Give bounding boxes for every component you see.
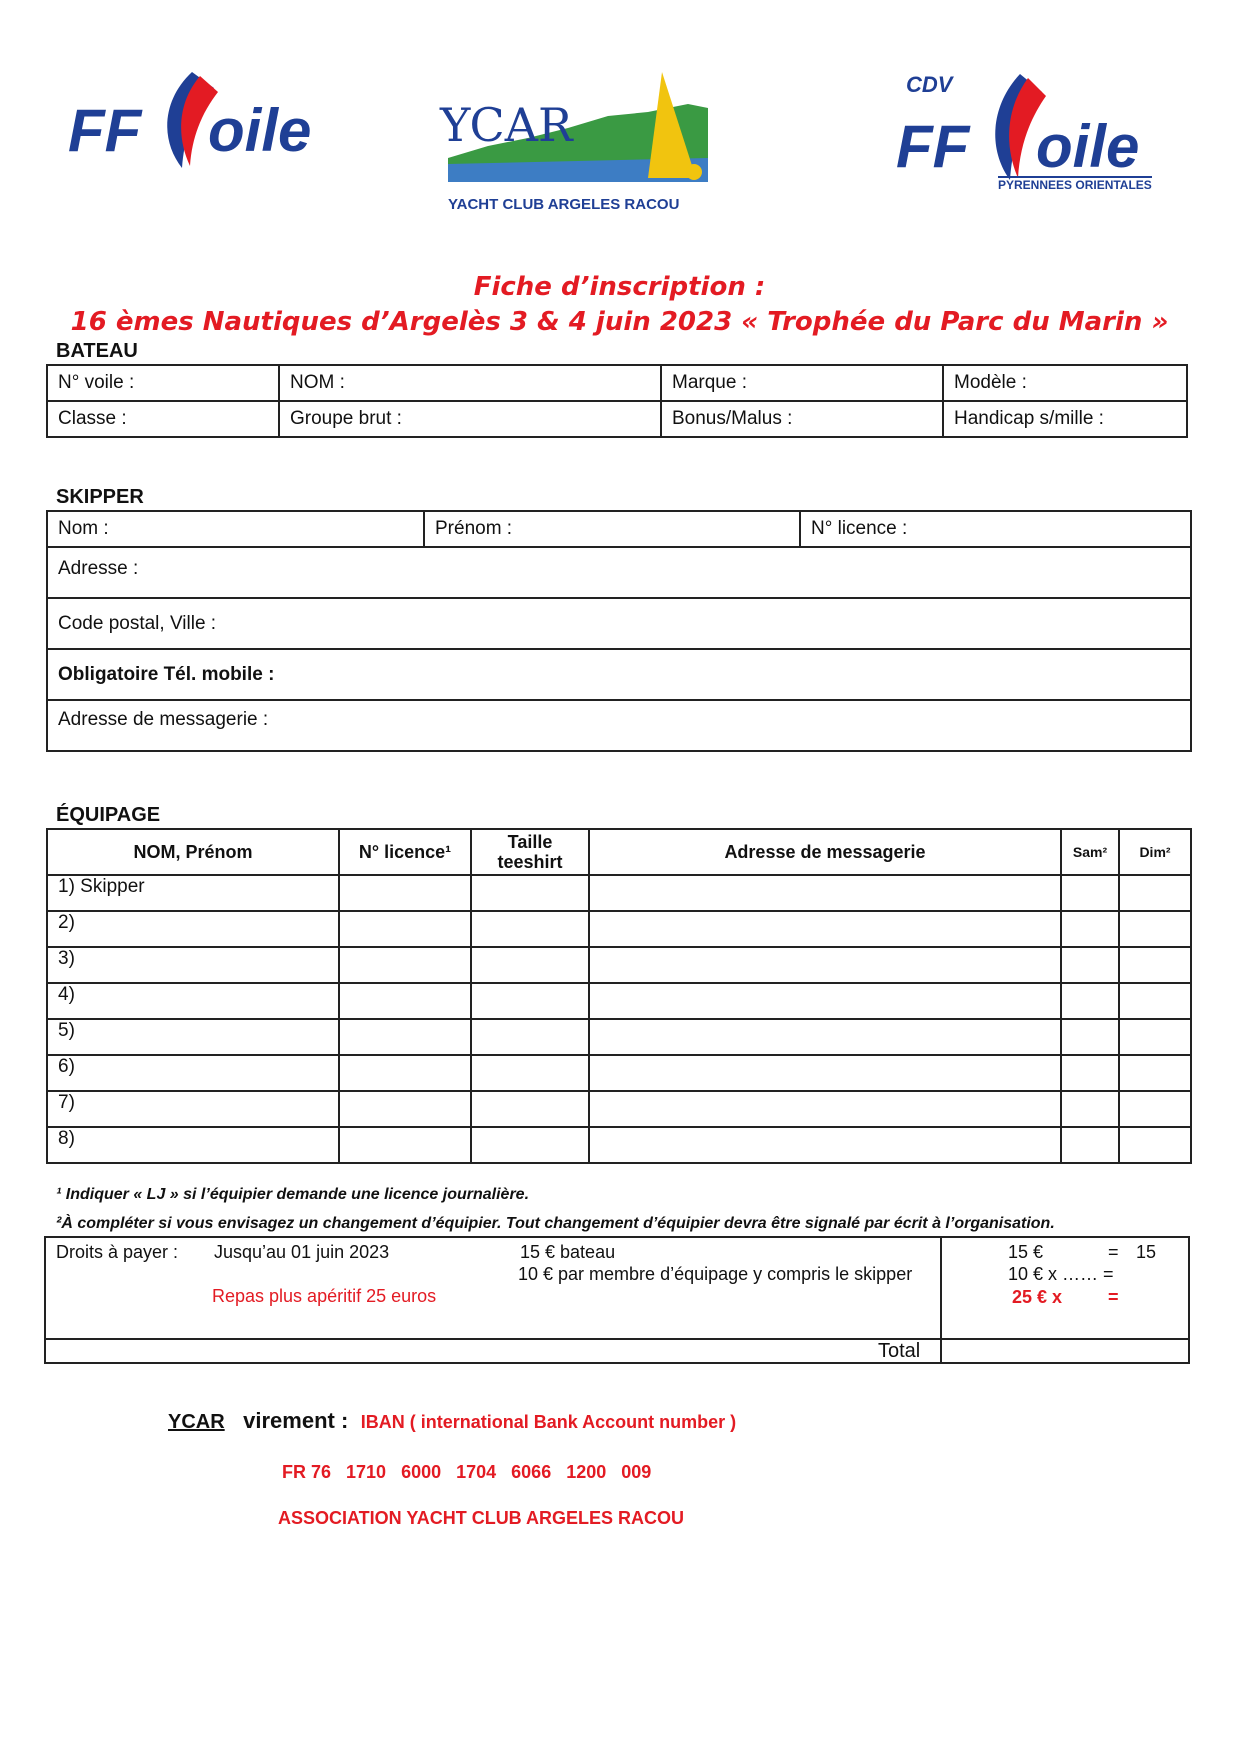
droits-repas: Repas plus apéritif 25 euros (212, 1286, 437, 1306)
crew-name-cell[interactable]: 4) (47, 983, 339, 1019)
footnote-2: ²À compléter si vous envisagez un changement d’équipier. Tout changement d’équipier devra être signalé par écrit à l’organisation. (56, 1215, 1055, 1232)
droits-total-label: Total (878, 1340, 921, 1362)
crew-licence-cell[interactable] (339, 947, 471, 983)
cdv-logo-text: oile (1036, 113, 1140, 180)
crew-name-cell[interactable]: 1) Skipper (47, 875, 339, 911)
crew-licence-cell[interactable] (339, 983, 471, 1019)
crew-email-cell[interactable] (589, 1091, 1061, 1127)
crew-email-cell[interactable] (589, 983, 1061, 1019)
crew-email-cell[interactable] (589, 947, 1061, 983)
crew-dim-cell[interactable] (1119, 911, 1191, 947)
crew-sam-cell[interactable] (1061, 1127, 1119, 1163)
payment-line (168, 1408, 736, 1434)
table-row (47, 875, 1191, 911)
voile-field[interactable]: N° voile : (47, 365, 279, 401)
crew-teeshirt-cell[interactable] (471, 947, 589, 983)
crew-licence-cell[interactable] (339, 1127, 471, 1163)
crew-teeshirt-cell[interactable] (471, 875, 589, 911)
col-nom-prenom: NOM, Prénom (47, 829, 339, 875)
bateau-table (46, 364, 1188, 438)
droits-eq1: = (1108, 1242, 1119, 1262)
skipper-code-postal-field[interactable]: Code postal, Ville : (47, 598, 1191, 649)
droits-date: Jusqu’au 01 juin 2023 (214, 1242, 390, 1262)
table-row (47, 1091, 1191, 1127)
skipper-messagerie-field[interactable]: Adresse de messagerie : (47, 700, 1191, 751)
ffvoile-logo-ff: FF (68, 97, 142, 164)
crew-dim-cell[interactable] (1119, 1091, 1191, 1127)
cdv-logo-subtitle: PYRENNEES ORIENTALES (998, 178, 1152, 192)
crew-sam-cell[interactable] (1061, 983, 1119, 1019)
crew-dim-cell[interactable] (1119, 1019, 1191, 1055)
crew-sam-cell[interactable] (1061, 947, 1119, 983)
section-bateau-heading: BATEAU (56, 340, 138, 362)
crew-teeshirt-cell[interactable] (471, 1091, 589, 1127)
bonus-malus-field[interactable]: Bonus/Malus : (661, 401, 943, 437)
crew-sam-cell[interactable] (1061, 1091, 1119, 1127)
crew-licence-cell[interactable] (339, 875, 471, 911)
crew-name-cell[interactable]: 7) (47, 1091, 339, 1127)
crew-name-cell[interactable]: 3) (47, 947, 339, 983)
payment-ycar: YCAR (168, 1411, 225, 1433)
classe-field[interactable]: Classe : (47, 401, 279, 437)
crew-teeshirt-cell[interactable] (471, 1055, 589, 1091)
crew-dim-cell[interactable] (1119, 1055, 1191, 1091)
droits-bateau: 15 € bateau (520, 1242, 616, 1262)
droits-label: Droits à payer : (56, 1242, 179, 1262)
form-title: Fiche d’inscription : (473, 272, 766, 302)
col-sam: Sam² (1061, 829, 1119, 875)
crew-name-cell[interactable]: 5) (47, 1019, 339, 1055)
groupe-brut-field[interactable]: Groupe brut : (279, 401, 661, 437)
col-messagerie: Adresse de messagerie (589, 829, 1061, 875)
section-skipper-heading: SKIPPER (56, 486, 144, 508)
footnote-1: ¹ Indiquer « LJ » si l’équipier demande une licence journalière. (56, 1186, 530, 1203)
ycar-logo-subtitle: YACHT CLUB ARGELES RACOU (448, 196, 680, 213)
crew-email-cell[interactable] (589, 1019, 1061, 1055)
modele-field[interactable]: Modèle : (943, 365, 1187, 401)
nom-bateau-field[interactable]: NOM : (279, 365, 661, 401)
crew-dim-cell[interactable] (1119, 1127, 1191, 1163)
crew-sam-cell[interactable] (1061, 911, 1119, 947)
droits-calc2[interactable]: 10 € x …… = (1008, 1264, 1114, 1284)
crew-licence-cell[interactable] (339, 911, 471, 947)
ycar-logo (440, 68, 730, 218)
crew-email-cell[interactable] (589, 1055, 1061, 1091)
crew-teeshirt-cell[interactable] (471, 1127, 589, 1163)
crew-dim-cell[interactable] (1119, 947, 1191, 983)
col-licence: N° licence¹ (339, 829, 471, 875)
droits-box (44, 1236, 1190, 1364)
col-dim: Dim² (1119, 829, 1191, 875)
table-row (47, 1055, 1191, 1091)
crew-name-cell[interactable]: 6) (47, 1055, 339, 1091)
form-subtitle: 16 èmes Nautiques d’Argelès 3 & 4 juin 2023 « Trophée du Parc du Marin » (70, 307, 1169, 337)
marque-field[interactable]: Marque : (661, 365, 943, 401)
skipper-table (46, 510, 1192, 752)
cdv-logo-ff: FF (896, 113, 970, 180)
crew-email-cell[interactable] (589, 1127, 1061, 1163)
droits-membre: 10 € par membre d’équipage y compris le skipper (518, 1264, 913, 1284)
crew-dim-cell[interactable] (1119, 875, 1191, 911)
skipper-tel-field[interactable]: Obligatoire Tél. mobile : (47, 649, 1191, 700)
equipage-table (46, 828, 1192, 1164)
table-row (47, 947, 1191, 983)
droits-calc3[interactable]: 25 € x (1012, 1287, 1063, 1307)
crew-sam-cell[interactable] (1061, 875, 1119, 911)
section-equipage-heading: ÉQUIPAGE (56, 804, 161, 826)
crew-email-cell[interactable] (589, 911, 1061, 947)
ycar-logo-name: YCAR (440, 98, 573, 152)
handicap-field[interactable]: Handicap s/mille : (943, 401, 1187, 437)
table-row (47, 983, 1191, 1019)
crew-email-cell[interactable] (589, 875, 1061, 911)
payment-iban-label: IBAN ( international Bank Account number ) (360, 1412, 737, 1432)
skipper-prenom-field[interactable]: Prénom : (424, 511, 800, 547)
table-row (47, 911, 1191, 947)
skipper-nom-field[interactable]: Nom : (47, 511, 424, 547)
cdv-ffvoile-logo (896, 72, 1176, 202)
crew-sam-cell[interactable] (1061, 1055, 1119, 1091)
crew-name-cell[interactable]: 8) (47, 1127, 339, 1163)
cdv-label: CDV (906, 72, 953, 97)
droits-eq3: = (1108, 1287, 1119, 1307)
droits-res1: 15 (1136, 1242, 1157, 1262)
crew-licence-cell[interactable] (339, 1055, 471, 1091)
crew-licence-cell[interactable] (339, 1091, 471, 1127)
payment-virement: virement : (243, 1408, 349, 1433)
crew-teeshirt-cell[interactable] (471, 1019, 589, 1055)
ffvoile-logo (68, 70, 312, 180)
crew-licence-cell[interactable] (339, 1019, 471, 1055)
crew-teeshirt-cell[interactable] (471, 983, 589, 1019)
col-teeshirt: Taille teeshirt (471, 829, 589, 875)
crew-sam-cell[interactable] (1061, 1019, 1119, 1055)
total-amount-field[interactable] (942, 1340, 1190, 1364)
crew-dim-cell[interactable] (1119, 983, 1191, 1019)
crew-teeshirt-cell[interactable] (471, 911, 589, 947)
table-row (47, 1019, 1191, 1055)
payment-association: ASSOCIATION YACHT CLUB ARGELES RACOU (278, 1508, 685, 1528)
ffvoile-logo-text: oile (208, 97, 312, 164)
droits-calc1: 15 € (1008, 1242, 1044, 1262)
table-row (47, 1127, 1191, 1163)
skipper-adresse-field[interactable]: Adresse : (47, 547, 1191, 598)
skipper-licence-field[interactable]: N° licence : (800, 511, 1191, 547)
payment-iban: FR 76 1710 6000 1704 6066 1200 009 (282, 1462, 652, 1482)
crew-name-cell[interactable]: 2) (47, 911, 339, 947)
